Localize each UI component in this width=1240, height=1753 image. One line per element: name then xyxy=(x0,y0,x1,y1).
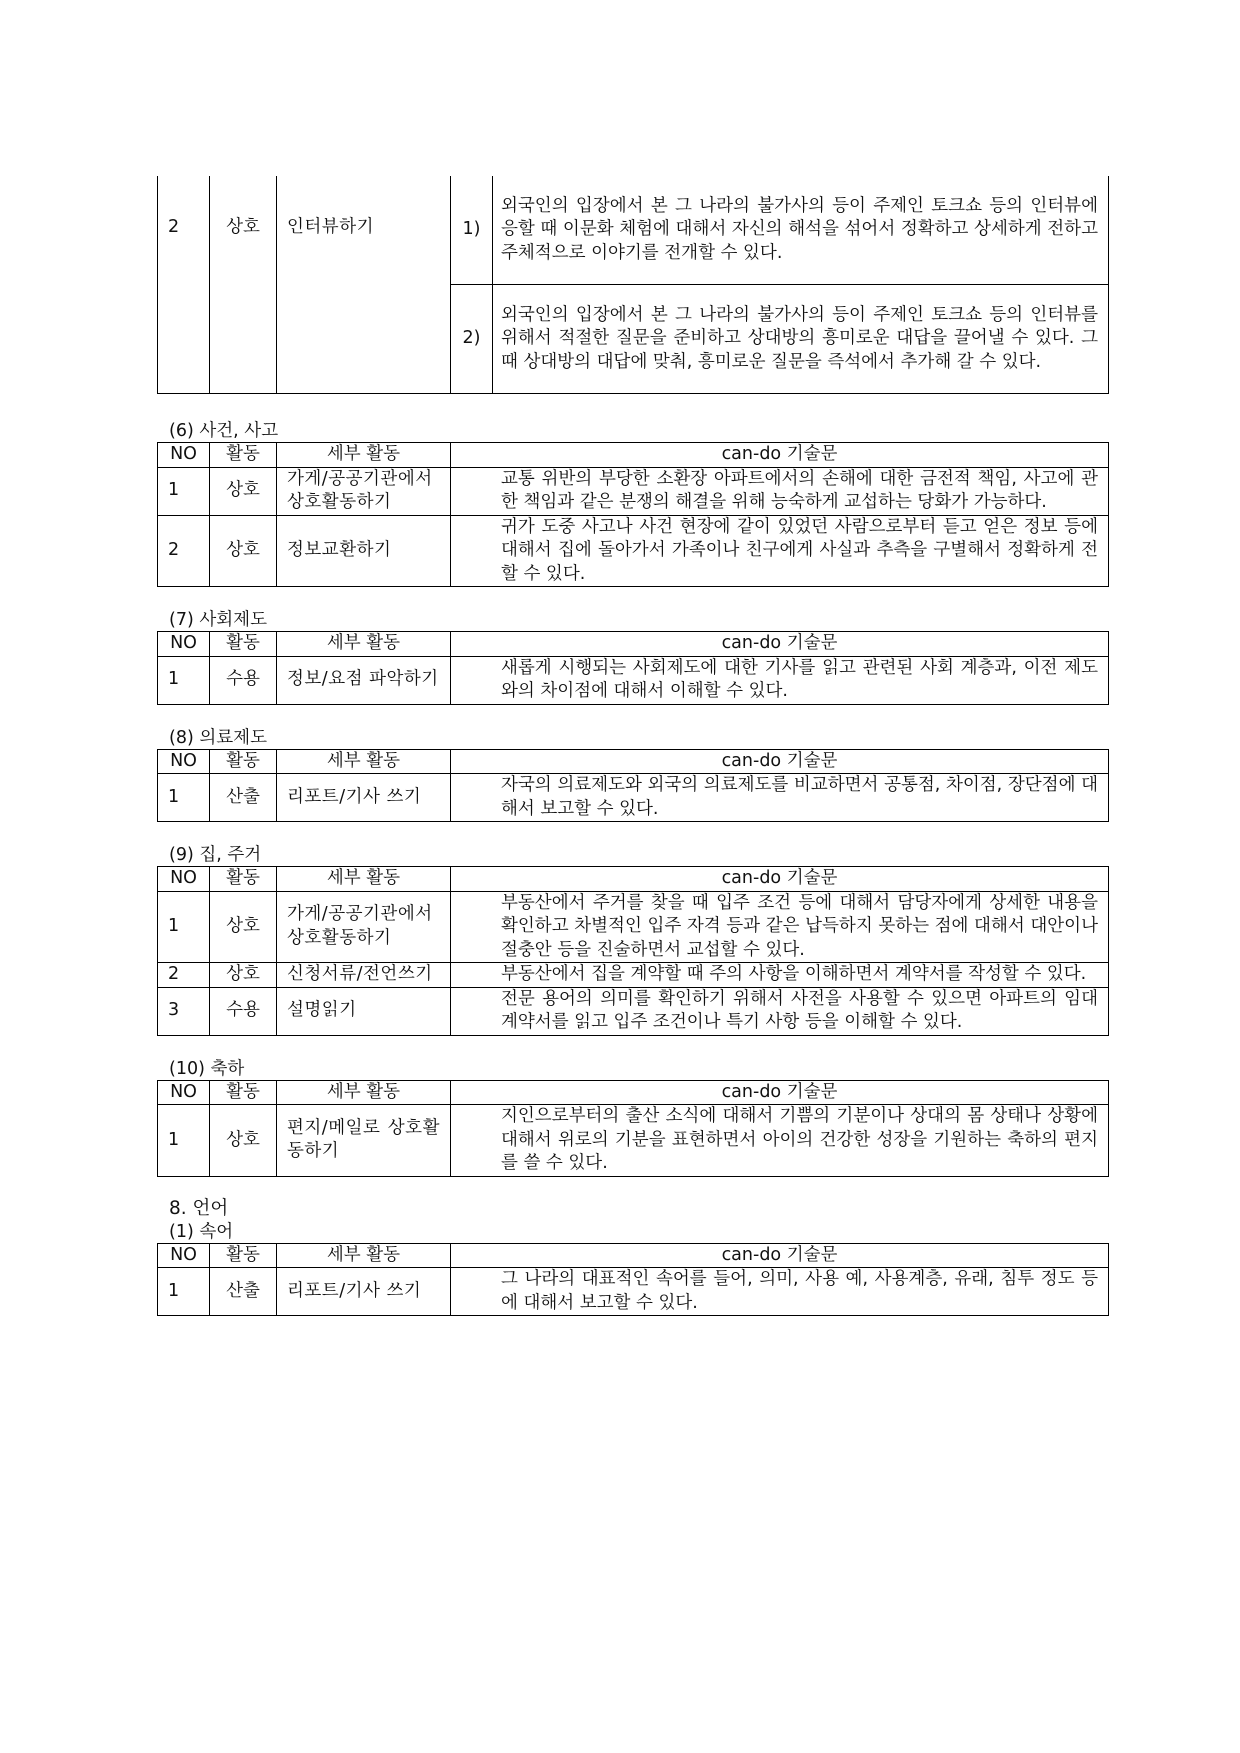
row-detail: 리포트/기사 쓰기 xyxy=(277,1268,451,1316)
sub-item-number: 2) xyxy=(451,285,493,394)
table-row xyxy=(158,656,1109,704)
row-detail: 정보/요점 파악하기 xyxy=(277,656,451,704)
continued-table xyxy=(157,176,1109,394)
header-activity: 활동 xyxy=(210,867,277,892)
row-description: 부동산에서 집을 계약할 때 주의 사항을 이해하면서 계약서를 작성할 수 있다. xyxy=(451,963,1109,988)
row-number: 1 xyxy=(158,774,210,822)
header-no: NO xyxy=(158,1080,210,1105)
header-detail: 세부 활동 xyxy=(277,1243,451,1268)
cando-table xyxy=(157,1080,1109,1177)
row-number: 2 xyxy=(158,515,210,587)
row-activity: 상호 xyxy=(210,1105,277,1177)
header-detail: 세부 활동 xyxy=(277,443,451,468)
header-cando: can-do 기술문 xyxy=(451,1243,1109,1268)
header-detail: 세부 활동 xyxy=(277,1080,451,1105)
row-detail: 리포트/기사 쓰기 xyxy=(277,774,451,822)
row-activity: 상호 xyxy=(210,963,277,988)
row-activity: 상호 xyxy=(210,467,277,515)
row-number: 2 xyxy=(158,176,210,394)
row-number: 1 xyxy=(158,656,210,704)
row-description: 교통 위반의 부당한 소환장 아파트에서의 손해에 대한 금전적 책임, 사고에 관한 책임과 같은 분쟁의 해결을 위해 능숙하게 교섭하는 당화가 가능하다. xyxy=(451,467,1109,515)
table-header-row xyxy=(158,867,1109,892)
row-detail: 신청서류/전언쓰기 xyxy=(277,963,451,988)
table-row xyxy=(158,774,1109,822)
table-row xyxy=(158,987,1109,1035)
header-cando: can-do 기술문 xyxy=(451,632,1109,657)
table-row xyxy=(158,467,1109,515)
header-no: NO xyxy=(158,867,210,892)
row-description: 지인으로부터의 출산 소식에 대해서 기쁨의 기분이나 상대의 몸 상태나 상황에 대해서 위로의 기분을 표현하면서 아이의 건강한 성장을 기원하는 축하의 편지를 쓸 수 있다. xyxy=(451,1105,1109,1177)
table-row xyxy=(158,176,1109,285)
row-number: 1 xyxy=(158,1105,210,1177)
section-title: (6) 사건, 사고 xyxy=(169,421,279,441)
section-title: (10) 축하 xyxy=(169,1058,245,1079)
header-no: NO xyxy=(158,632,210,657)
table-row xyxy=(158,515,1109,587)
header-cando: can-do 기술문 xyxy=(451,443,1109,468)
table-header-row xyxy=(158,1243,1109,1268)
row-description: 부동산에서 주거를 찾을 때 입주 조건 등에 대해서 담당자에게 상세한 내용을 확인하고 차별적인 입주 자격 등과 같은 납득하지 못하는 점에 대해서 대안이나 절충안 등을 진술하면서 교섭할 수 있다. xyxy=(451,891,1109,963)
header-activity: 활동 xyxy=(210,632,277,657)
row-description: 새롭게 시행되는 사회제도에 대한 기사를 읽고 관련된 사회 계층과, 이전 제도와의 차이점에 대해서 이해할 수 있다. xyxy=(451,656,1109,704)
chapter-section xyxy=(157,1221,1109,1317)
table-row xyxy=(158,1268,1109,1316)
row-number: 1 xyxy=(158,1268,210,1316)
section-title: (1) 속어 xyxy=(169,1221,234,1242)
cando-table xyxy=(157,442,1109,587)
row-activity: 상호 xyxy=(210,515,277,587)
table-row xyxy=(158,1105,1109,1177)
row-activity: 상호 xyxy=(210,891,277,963)
header-activity: 활동 xyxy=(210,1243,277,1268)
row-activity: 상호 xyxy=(210,176,277,394)
sections-container xyxy=(157,420,1109,1177)
cando-table xyxy=(157,866,1109,1036)
row-description: 자국의 의료제도와 외국의 의료제도를 비교하면서 공통점, 차이점, 장단점에 대해서 보고할 수 있다. xyxy=(451,774,1109,822)
header-no: NO xyxy=(158,443,210,468)
header-cando: can-do 기술문 xyxy=(451,1080,1109,1105)
sub-item-description: 외국인의 입장에서 본 그 나라의 불가사의 등이 주제인 토크쇼 등의 인터뷰를 위해서 적절한 질문을 준비하고 상대방의 흥미로운 대답을 끌어낼 수 있다. 그 때 상대방의 대답에 맞춰, 흥미로운 질문을 즉석에서 추가해 갈 수 있다. xyxy=(493,285,1109,394)
header-activity: 활동 xyxy=(210,1080,277,1105)
row-activity: 산출 xyxy=(210,774,277,822)
header-cando: can-do 기술문 xyxy=(451,749,1109,774)
header-activity: 활동 xyxy=(210,749,277,774)
row-number: 2 xyxy=(158,963,210,988)
sub-item-number: 1) xyxy=(451,176,493,285)
row-description: 전문 용어의 의미를 확인하기 위해서 사전을 사용할 수 있으면 아파트의 임대 계약서를 읽고 입주 조건이나 특기 사항 등을 이해할 수 있다. xyxy=(451,987,1109,1035)
table-header-row xyxy=(158,1080,1109,1105)
row-number: 3 xyxy=(158,987,210,1035)
table-row xyxy=(158,963,1109,988)
row-activity: 산출 xyxy=(210,1268,277,1316)
header-detail: 세부 활동 xyxy=(277,749,451,774)
section-title: (7) 사회제도 xyxy=(169,610,267,630)
row-description: 그 나라의 대표적인 속어를 들어, 의미, 사용 예, 사용계층, 유래, 침투 정도 등에 대해서 보고할 수 있다. xyxy=(451,1268,1109,1316)
table-header-row xyxy=(158,443,1109,468)
sub-item-description: 외국인의 입장에서 본 그 나라의 불가사의 등이 주제인 토크쇼 등의 인터뷰에 응할 때 이문화 체험에 대해서 자신의 해석을 섞어서 정확하고 상세하게 전하고 주체적으로 이야기를 전개할 수 있다. xyxy=(493,176,1109,285)
cando-table xyxy=(157,631,1109,705)
cando-table xyxy=(157,749,1109,823)
row-detail: 가게/공공기관에서 상호활동하기 xyxy=(277,891,451,963)
header-no: NO xyxy=(158,1243,210,1268)
row-description: 귀가 도중 사고나 사건 현장에 같이 있었던 사람으로부터 듣고 얻은 정보 등에 대해서 집에 돌아가서 가족이나 친구에게 사실과 추측을 구별해서 정확하게 전할 수 있다. xyxy=(451,515,1109,587)
row-detail: 설명읽기 xyxy=(277,987,451,1035)
header-cando: can-do 기술문 xyxy=(451,867,1109,892)
row-activity: 수용 xyxy=(210,656,277,704)
chapter-heading: 8. 언어 xyxy=(169,1197,229,1219)
document-page xyxy=(157,176,1109,1316)
header-detail: 세부 활동 xyxy=(277,632,451,657)
section-title: (9) 집, 주거 xyxy=(169,845,262,865)
table-row xyxy=(158,891,1109,963)
row-detail: 인터뷰하기 xyxy=(277,176,451,394)
row-number: 1 xyxy=(158,891,210,963)
row-activity: 수용 xyxy=(210,987,277,1035)
row-number: 1 xyxy=(158,467,210,515)
cando-table xyxy=(157,1243,1109,1317)
row-detail: 편지/메일로 상호활동하기 xyxy=(277,1105,451,1177)
section-title: (8) 의료제도 xyxy=(169,727,267,748)
row-detail: 정보교환하기 xyxy=(277,515,451,587)
table-header-row xyxy=(158,749,1109,774)
row-detail: 가게/공공기관에서 상호활동하기 xyxy=(277,467,451,515)
header-activity: 활동 xyxy=(210,443,277,468)
header-no: NO xyxy=(158,749,210,774)
table-header-row xyxy=(158,632,1109,657)
header-detail: 세부 활동 xyxy=(277,867,451,892)
